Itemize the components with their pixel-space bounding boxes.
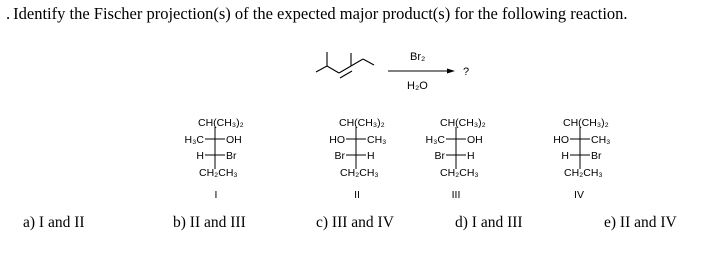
fischer-substituent: H xyxy=(561,150,569,162)
fischer-substituent: Br xyxy=(226,150,237,162)
fischer-projection-iii xyxy=(426,117,486,201)
fischer-substituent: HO xyxy=(329,134,345,146)
fischer-bottom-group: CH₂CH₃ xyxy=(440,167,479,179)
fischer-substituent: H₃C xyxy=(425,134,445,146)
fischer-substituent: OH xyxy=(226,134,242,146)
alkene-skeletal-structure xyxy=(316,52,374,78)
fischer-substituent: H₃C xyxy=(184,134,204,146)
product-unknown: ? xyxy=(463,66,470,78)
reagent-bromine: Br₂ xyxy=(410,51,426,63)
fischer-projection-ii xyxy=(329,117,386,201)
answer-choice-d[interactable]: d) I and III xyxy=(455,214,523,231)
fischer-bottom-group: CH₂CH₃ xyxy=(199,167,238,179)
fischer-substituent: Br xyxy=(434,150,445,162)
structure-label: IV xyxy=(574,189,584,201)
answer-choice-c[interactable]: c) III and IV xyxy=(316,214,394,231)
reagent-water: H₂O xyxy=(407,80,428,92)
fischer-substituent: HO xyxy=(553,134,569,146)
fischer-bottom-group: CH₂CH₃ xyxy=(564,167,603,179)
structure-label: I xyxy=(214,189,218,201)
fischer-top-group: CH(CH₃)₂ xyxy=(440,117,486,129)
reaction-arrow xyxy=(388,69,455,74)
answer-choice-a[interactable]: a) I and II xyxy=(23,214,85,231)
structure-label: III xyxy=(451,189,461,201)
fischer-substituent: CH₃ xyxy=(591,134,611,146)
fischer-bottom-group: CH₂CH₃ xyxy=(340,167,379,179)
fischer-top-group: CH(CH₃)₂ xyxy=(198,117,244,129)
question-body: Identify the Fischer projection(s) of the expected major product(s) for the following reaction. xyxy=(13,4,628,23)
fischer-substituent: H xyxy=(467,150,475,162)
fischer-substituent: OH xyxy=(467,134,483,146)
fischer-substituent: Br xyxy=(334,150,345,162)
fischer-top-group: CH(CH₃)₂ xyxy=(339,117,385,129)
structure-label: II xyxy=(354,189,360,201)
question-number: . xyxy=(6,4,11,23)
fischer-substituent: H xyxy=(196,150,204,162)
fischer-projection-i xyxy=(185,117,244,201)
fischer-projection-iv xyxy=(553,117,610,201)
answer-choice-b[interactable]: b) II and III xyxy=(173,214,246,231)
fischer-substituent: Br xyxy=(591,150,602,162)
fischer-substituent: H xyxy=(367,150,375,162)
answer-choice-e[interactable]: e) II and IV xyxy=(604,214,677,231)
fischer-top-group: CH(CH₃)₂ xyxy=(563,117,609,129)
fischer-substituent: CH₃ xyxy=(367,134,387,146)
